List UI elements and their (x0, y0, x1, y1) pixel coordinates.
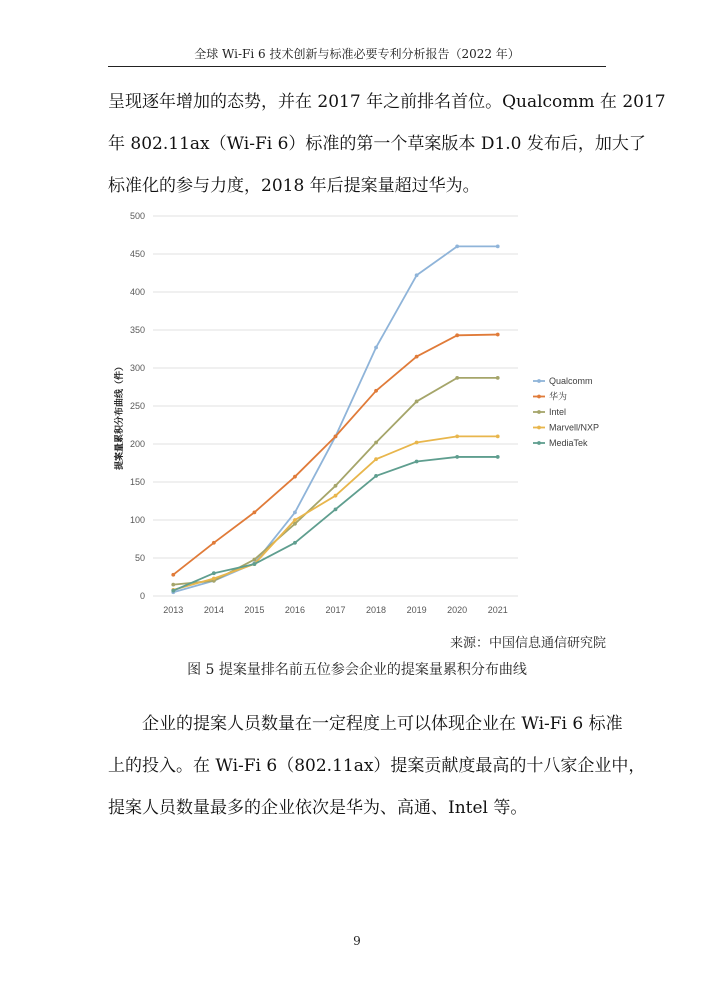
data-point (374, 389, 378, 393)
data-point (415, 460, 419, 464)
chart-series (171, 245, 499, 595)
data-point (455, 376, 459, 380)
figure-source: 来源：中国信息通信研究院 (449, 636, 606, 651)
data-point (334, 435, 338, 439)
data-point (374, 474, 378, 478)
data-point (334, 484, 338, 488)
data-point (252, 511, 256, 515)
x-tick-label: 2019 (406, 605, 427, 615)
data-point (415, 400, 419, 404)
data-point (252, 558, 256, 562)
paragraph-line: 上的投入。在 Wi-Fi 6（802.11ax）提案贡献度最高的十八家企业中， (108, 756, 646, 776)
data-point (455, 333, 459, 337)
paragraph-2 (108, 703, 646, 829)
data-point (252, 562, 256, 566)
y-axis-ticks (130, 211, 145, 601)
data-point (415, 355, 419, 359)
legend-label: Intel (549, 407, 567, 417)
chart-legend (533, 376, 599, 448)
data-point (415, 441, 419, 445)
data-point (212, 541, 216, 545)
x-tick-label: 2020 (447, 605, 468, 615)
data-point (171, 573, 175, 577)
data-point (171, 583, 175, 587)
data-point (496, 455, 500, 459)
x-tick-label: 2018 (366, 605, 387, 615)
x-tick-label: 2015 (244, 605, 265, 615)
chart-grid (153, 216, 518, 596)
data-point (496, 435, 500, 439)
data-point (374, 346, 378, 350)
x-tick-label: 2017 (325, 605, 346, 615)
legend-label: MediaTek (549, 438, 588, 448)
legend-label: Marvell/NXP (549, 422, 600, 433)
data-point (455, 435, 459, 439)
data-point (496, 333, 500, 337)
legend-label: 华为 (549, 391, 568, 402)
y-tick-label: 450 (129, 249, 145, 259)
data-point (455, 245, 459, 249)
series-line (173, 246, 497, 592)
data-point (374, 457, 378, 461)
series-line (173, 378, 497, 585)
y-tick-label: 350 (129, 325, 145, 335)
legend-label: Qualcomm (549, 376, 593, 386)
page-header: 全球 Wi-Fi 6 技术创新与标准必要专利分析报告（2022 年） (194, 47, 520, 61)
series-line (173, 436, 497, 590)
data-point (334, 494, 338, 498)
paragraph-line: 提案人员数量最多的企业依次是华为、高通、Intel 等。 (108, 798, 528, 818)
y-tick-label: 100 (129, 515, 145, 525)
x-tick-label: 2013 (163, 605, 184, 615)
x-tick-label: 2016 (284, 605, 305, 615)
chart-svg (108, 207, 606, 619)
series-line (173, 457, 497, 591)
data-point (212, 577, 216, 581)
data-point (496, 376, 500, 380)
data-point (293, 518, 297, 522)
data-point (171, 589, 175, 593)
data-point (293, 511, 297, 515)
legend-marker (537, 441, 541, 445)
y-tick-label: 400 (129, 287, 145, 297)
legend-marker (537, 426, 541, 430)
legend-marker (537, 410, 541, 414)
data-point (455, 455, 459, 459)
y-tick-label: 150 (129, 477, 145, 487)
paragraph-1 (108, 81, 666, 207)
paragraph-line: 标准化的参与力度，2018 年后提案量超过华为。 (108, 176, 480, 196)
series-line (173, 335, 497, 575)
paragraph-line: 呈现逐年增加的态势，并在 2017 年之前排名首位。Qualcomm 在 2017 (108, 92, 666, 112)
y-tick-label: 50 (134, 553, 145, 563)
y-axis-label: 提案量累积分布曲线（件） (115, 361, 125, 471)
y-tick-label: 250 (129, 401, 145, 411)
y-tick-label: 0 (139, 591, 145, 601)
paragraph-line: 企业的提案人员数量在一定程度上可以体现企业在 Wi-Fi 6 标准 (142, 714, 623, 734)
data-point (293, 475, 297, 479)
x-tick-label: 2014 (203, 605, 224, 615)
data-point (415, 273, 419, 277)
y-tick-label: 200 (129, 439, 145, 449)
paragraph-line: 年 802.11ax（Wi-Fi 6）标准的第一个草案版本 D1.0 发布后，加大了 (108, 134, 646, 154)
data-point (334, 507, 338, 511)
legend-marker (537, 379, 541, 383)
page-number: 9 (353, 934, 361, 948)
y-tick-label: 500 (129, 211, 145, 221)
cumulative-proposals-chart (108, 207, 606, 619)
data-point (374, 441, 378, 445)
data-point (212, 571, 216, 575)
header-divider (108, 66, 606, 67)
data-point (293, 541, 297, 545)
x-axis-ticks (163, 605, 507, 615)
figure-caption: 图 5 提案量排名前五位参会企业的提案量累积分布曲线 (187, 662, 527, 678)
x-tick-label: 2021 (487, 605, 508, 615)
data-point (496, 245, 500, 249)
y-tick-label: 300 (129, 363, 145, 373)
legend-marker (537, 395, 541, 399)
